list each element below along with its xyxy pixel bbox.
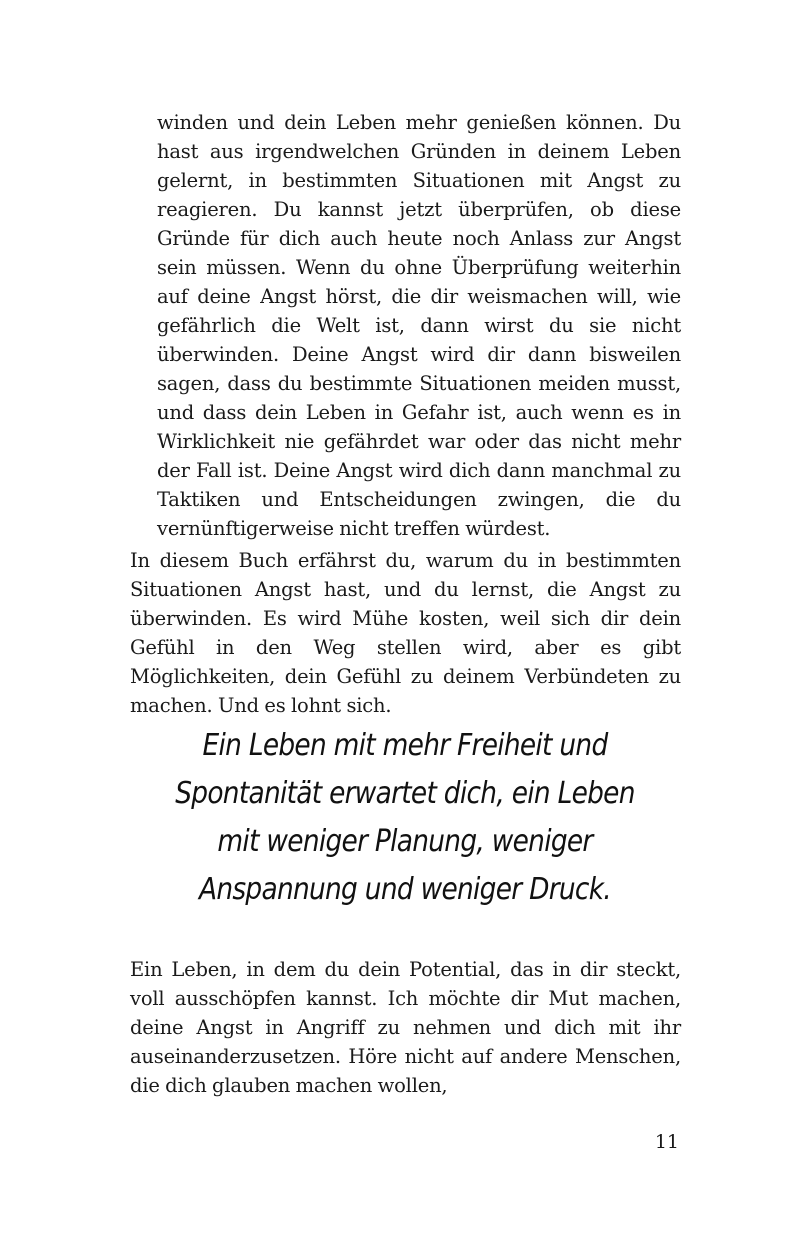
handwritten-quote: Ein Leben mit mehr Freiheit und Spontanität erwartet dich, ein Leben mit weniger Planung, weniger Anspannung und weniger Druck. — [175, 728, 635, 907]
body-paragraph-1: In diesem Buch erfährst du, warum du in bestimmten Situationen Angst hast, und du lernst, die Angst zu überwinden. Es wird Mühe kosten, weil sich dir dein Gefühl in den Weg stellen wird, aber es gibt Möglichkeiten, dein Gefühl zu deinem Verbündeten zu machen. Und es lohnt sich. — [130, 549, 681, 717]
body-paragraph-2: Ein Leben, in dem du dein Potential, das in dir steckt, voll ausschöpfen kannst. Ich möchte dir Mut machen, deine Angst in Angriff zu nehmen und dich mit ihr auseinanderzusetzen. Höre nicht auf andere Menschen, die dich glauben machen wollen, — [130, 958, 681, 1097]
indented-paragraph: winden und dein Leben mehr genießen können. Du hast aus irgendwelchen Gründen in deinem Leben gelernt, in bestimmten Situationen mit Angst zu reagieren. Du kannst jetzt überprüfen, ob diese Gründe für dich auch heute noch Anlass zur Angst sein müssen. Wenn du ohne Überprüfung weiterhin auf deine Angst hörst, die dir weismachen will, wie gefährlich die Welt ist, dann wirst du sie nicht überwinden. Deine Angst wird dir dann bisweilen sagen, dass du bestimmte Situationen meiden musst, und dass dein Leben in Gefahr ist, auch wenn es in Wirklichkeit nie gefährdet war oder das nicht mehr der Fall ist. Deine Angst wird dich dann manchmal zu Taktiken und Entscheidungen zwingen, die du vernünftigerweise nicht treffen würdest. — [157, 111, 681, 540]
page-number: 11 — [654, 1131, 679, 1153]
